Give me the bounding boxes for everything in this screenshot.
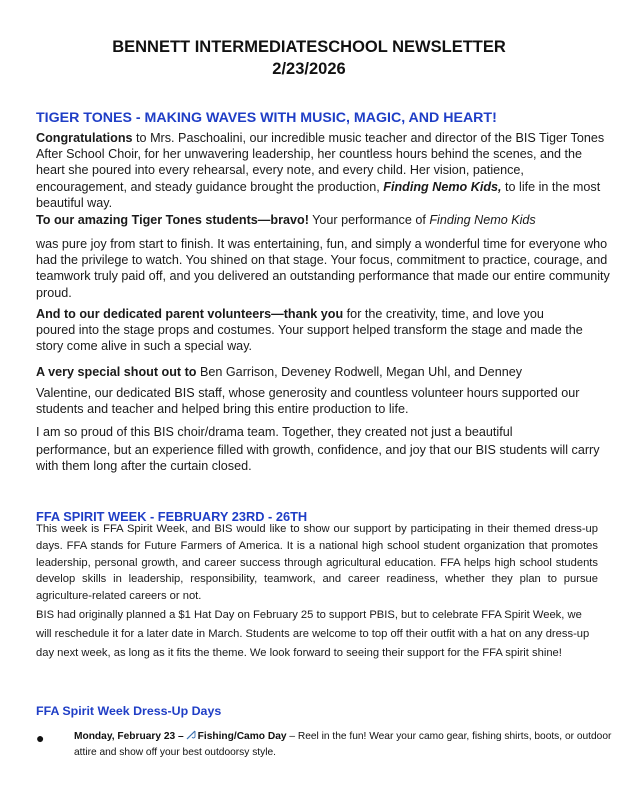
tiger-tones-paragraph-4-body: Valentine, our dedicated BIS staff, whose generosity and countless volunteer hours supported our students and teacher and helped bring this entire production to life. [36,386,580,417]
shout-out-bold: A very special shout out to [36,365,197,379]
ffa-paragraph-1: This week is FFA Spirit Week, and BIS would like to show our support by participating in their themed dress-up days. FFA stands for Future Farmers of America. It is a national high school student organization that promotes leadership, personal growth, and career success through agricultural education. FFA helps high school students develop skills in leadership, responsibility, teamwork, and career readiness, whether they plan to pursue agriculture-related careers or not. [36,523,598,603]
ffa-spirit-week-heading: FFA SPIRIT WEEK - FEBRUARY 23RD - 26TH [36,509,308,524]
tiger-tones-paragraph-5-lead: I am so proud of this BIS choir/drama team. Together, they created not just a beautiful [36,425,513,439]
p1-text-b: to life in the most beautiful way. [36,179,601,210]
fishing-pole-icon [186,730,196,740]
dress-up-day-theme: Fishing/Camo Day [197,731,287,742]
p2-show-title: Finding Nemo Kids [429,213,536,227]
tiger-tones-paragraph-5-body: performance, but an experience filled with growth, confidence, and joy that our BIS students will carry with them long after the curtain closed. [36,443,600,474]
tiger-tones-paragraph-3-lead [36,306,612,322]
tiger-tones-paragraph-1 [36,130,612,211]
p1-text-a: to Mrs. Paschoalini, our incredible music teacher and director of the BIS Tiger Tones After School Choir, for her unwavering leadership, her countless hours behind the scenes, and the heart she poured into every rehearsal, every note, and every child. Her vision, patience, encouragement, and steady guidance brought the production, [36,131,605,194]
parent-volunteers-bold: And to our dedicated parent volunteers—thank you [36,307,344,321]
tiger-tones-paragraph-2-lead [36,212,612,228]
newsletter-title: BENNETT INTERMEDIATESCHOOL NEWSLETTER [112,38,506,56]
ffa-paragraph-2: BIS had originally planned a $1 Hat Day on February 25 to support PBIS, but to celebrate FFA Spirit Week, we will reschedule it for a later date in March. Students are welcome to top off their outfit with a hat on any dress-up day next week, as long as it fits the theme. We look forward to seeing their support for the FFA spirit shine! [36,609,590,660]
tiger-tones-heading: TIGER TONES - MAKING WAVES WITH MUSIC, MAGIC, AND HEART! [36,110,497,126]
congratulations-bold: Congratulations [36,131,133,145]
newsletter-date: 2/23/2026 [272,60,346,78]
dress-up-day-description: – Reel in the fun! Wear your camo gear, fishing shirts, boots, or outdoor attire and show off your best outdoorsy style. [74,731,612,758]
tiger-tones-paragraph-4-lead [36,364,612,380]
tiger-tones-paragraph-2-body: was pure joy from start to finish. It was entertaining, fun, and simply a wonderful time for everyone who had the privilege to watch. You shined on that stage. Your focus, commitment to practice, courage, and teamwork truly paid off, and you delivered an outstanding performance that made our entire community proud. [36,237,610,300]
dress-up-days-subheading: FFA Spirit Week Dress-Up Days [36,704,222,718]
production-title: Finding Nemo Kids, [383,179,502,194]
p2-text-a: Your performance of [308,213,430,227]
p4-text-a: Ben Garrison, Deveney Rodwell, Megan Uhl, and Denney [196,365,522,379]
dress-up-day-date: Monday, February 23 – [74,731,184,742]
bullet-icon: ● [36,730,45,746]
p3-text-a: for the creativity, time, and love you [343,307,544,321]
tiger-tones-paragraph-3-body: poured into the stage props and costumes. Your support helped transform the stage and made the story come alive in such a special way. [36,323,583,354]
students-bravo-bold: To our amazing Tiger Tones students—bravo! [36,213,309,227]
